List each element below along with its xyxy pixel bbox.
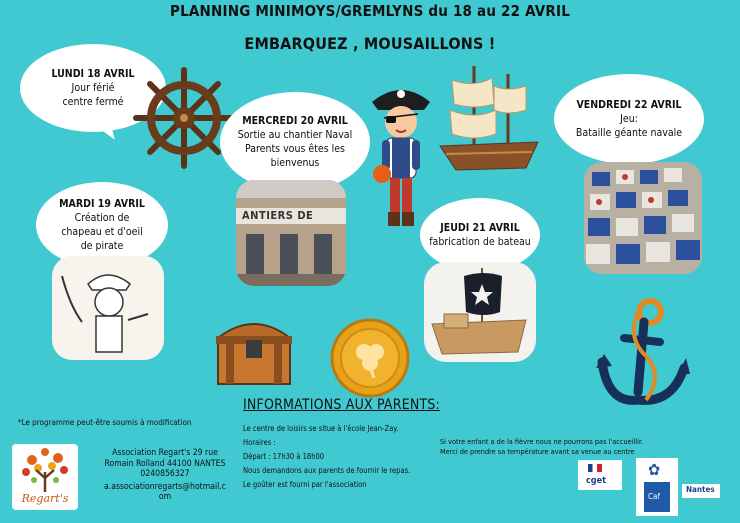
- chantier-photo: [236, 180, 346, 286]
- planning-title: PLANNING MINIMOYS/GREMLYNS du 18 au 22 AVRIL: [169, 2, 570, 20]
- info-line: Nous demandons aux parents de fournir le repas.: [243, 466, 411, 475]
- flower-icon: ✿: [648, 460, 661, 479]
- building-image: [236, 180, 346, 286]
- subtitle: EMBARQUEZ , MOUSAILLONS !: [244, 34, 496, 53]
- info-line: Horaires :: [243, 438, 276, 447]
- fever-line: Merci de prendre sa température avant sa venue au centre: [440, 447, 635, 456]
- bubble-text: chapeau et d'oeil: [61, 226, 143, 238]
- boat-image: [424, 262, 536, 362]
- bubble-text: fabrication de bateau: [429, 236, 531, 248]
- gold-coin-icon: [330, 318, 410, 398]
- bubble-text: de pirate: [80, 240, 124, 252]
- battleship-photo: [584, 162, 702, 274]
- contact-line: Association Regart's 29 rue: [112, 448, 218, 458]
- ship-wheel-icon: [132, 66, 236, 170]
- partner-logo-nantes: [682, 484, 720, 498]
- pirate-boy-icon: [366, 80, 436, 232]
- bubble-mercredi: [220, 92, 370, 192]
- info-line: Le goûter est fourni par l'association: [243, 480, 367, 489]
- bubble-text: Création de: [74, 212, 130, 224]
- logo-text: Regart's: [21, 492, 69, 505]
- bubble-text: bienvenus: [270, 157, 320, 169]
- contact-line: Romain Rolland 44100 NANTES: [104, 458, 226, 469]
- day-mardi: MARDI 19 AVRIL: [59, 198, 145, 210]
- bubble-text: Sortie au chantier Naval: [237, 129, 353, 141]
- day-vendredi: VENDREDI 22 AVRIL: [576, 99, 682, 111]
- partner-logo-cget: [578, 460, 622, 490]
- bubble-text: Bataille géante navale: [575, 127, 683, 139]
- info-line: Départ : 17h30 à 18h00: [243, 452, 325, 461]
- contact-block: [86, 448, 244, 503]
- bubble-vendredi: [554, 74, 704, 164]
- day-mercredi: MERCREDI 20 AVRIL: [242, 115, 348, 127]
- info-line: Le centre de loisirs se situe à l'école Jean-Zay.: [243, 424, 399, 433]
- partner-logo-caf: [636, 458, 678, 516]
- french-flag-icon: [588, 464, 602, 472]
- partner-label: Caf: [648, 492, 660, 501]
- battleship-grid: [584, 162, 702, 274]
- galleon-icon: [434, 58, 544, 176]
- day-jeudi: JEUDI 21 AVRIL: [440, 222, 520, 234]
- tree-icon: [12, 444, 78, 494]
- bubble-text: Parents vous êtes les: [245, 143, 345, 155]
- bubble-text: centre fermé: [62, 96, 124, 108]
- pirate-drawing: [52, 256, 164, 360]
- fever-line: Si votre enfant a de la fièvre nous ne pourrons pas l'accueillir.: [440, 437, 644, 446]
- partner-label: Nantes: [686, 485, 715, 494]
- bubble-text: Jour férié: [71, 82, 115, 94]
- fever-note: [440, 437, 736, 457]
- program-note: *Le programme peut-être soumis à modification: [18, 418, 192, 427]
- bubble-jeudi: [420, 198, 540, 272]
- info-title: INFORMATIONS AUX PARENTS:: [243, 397, 441, 413]
- treasure-chest-icon: [212, 310, 296, 390]
- contact-line: 0240856327: [140, 469, 190, 479]
- photo-sign-text: ANTIERS DE: [242, 209, 314, 222]
- anchor-icon: [594, 296, 690, 414]
- pirate-cutout-photo: [52, 256, 164, 360]
- bubble-text: Jeu:: [620, 113, 638, 125]
- contact-line: om: [158, 492, 172, 502]
- partner-label: cget: [586, 476, 606, 486]
- regarts-logo: [12, 444, 78, 510]
- contact-line: a.associationregarts@hotmail.c: [104, 481, 226, 492]
- cardboard-boat-photo: [424, 262, 536, 362]
- day-lundi: LUNDI 18 AVRIL: [51, 68, 135, 80]
- info-block: [243, 423, 410, 490]
